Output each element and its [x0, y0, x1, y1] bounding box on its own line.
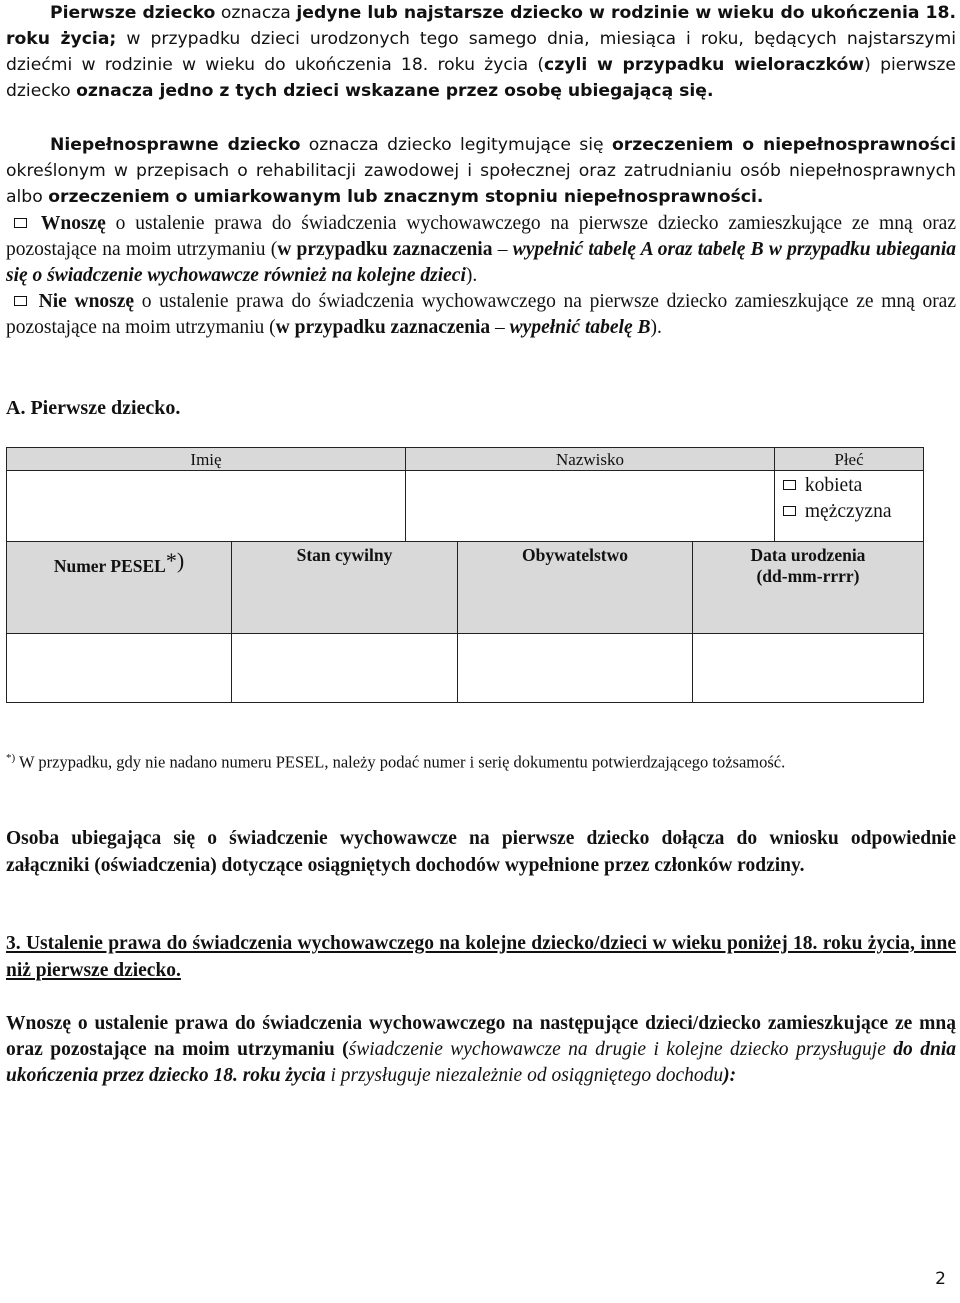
option-male [783, 501, 891, 523]
header-citizenship [457, 541, 693, 634]
section-3-heading [6, 931, 956, 984]
text-bold: w przypadku zaznaczenia [275, 317, 491, 338]
first-name-field[interactable] [6, 470, 406, 542]
option-apply [6, 211, 956, 289]
checkbox-female[interactable] [783, 480, 796, 490]
text: oznacza [215, 3, 297, 23]
term-first-child: Pierwsze dziecko [50, 3, 216, 23]
header-first-name [6, 447, 406, 471]
header-label: Imię [190, 450, 222, 469]
text: o ustalenie prawa do świadczenia wychowawczego na pierwsze dziecko zamieszkujące ze mną oraz pozostające na moim utrzymaniu ( [6, 213, 956, 260]
footnote-mark: *) [6, 752, 16, 764]
option-label: Wnoszę [40, 213, 106, 234]
header-label: Obywatelstwo [522, 545, 628, 565]
text: o ustalenie prawa do świadczenia wychowawczego na pierwsze dziecko zamieszkujące ze mną oraz pozostające na moim utrzymaniu ( [6, 291, 956, 338]
checkbox-not-apply[interactable] [14, 296, 27, 306]
text: oznacza dziecko legitymujące się [300, 135, 612, 155]
text: – [492, 239, 513, 260]
text-italic: świadczenie wychowawcze na drugie i kolejne dziecko przysługuje [348, 1039, 894, 1060]
checkbox-apply[interactable] [14, 218, 27, 228]
date-format-label: (dd-mm-rrrr) [756, 566, 860, 586]
section-a-title: A. Pierwsze dziecko. [6, 397, 181, 419]
option-not-apply [6, 289, 956, 341]
page-number: 2 [935, 1269, 946, 1289]
text-bold: w przypadku zaznaczenia [277, 239, 493, 260]
header-label: Nazwisko [556, 450, 624, 469]
term-disabled-child: Niepełnosprawne dziecko [50, 135, 301, 155]
option-label: mężczyzna [804, 501, 892, 522]
header-label: Data urodzenia [750, 545, 866, 565]
header-last-name [405, 447, 775, 471]
definition-disabled-child [6, 132, 956, 210]
text: ). [465, 265, 478, 286]
text-bold: orzeczeniem o umiarkowanym lub znacznym stopniu niepełnosprawności. [48, 187, 764, 207]
footnote [6, 752, 785, 773]
text-italic: i przysługuje niezależnie od osiągniętego dochodu [325, 1065, 724, 1086]
text-bold: orzeczeniem o niepełnosprawności [611, 135, 956, 155]
text-bold: czyli w przypadku wieloraczków [544, 55, 865, 75]
apply-next-children [6, 1011, 956, 1089]
header-civil-status [231, 541, 458, 634]
attachments-note: Osoba ubiegająca się o świadczenie wychowawcze na pierwsze dziecko dołącza do wniosku odpowiednie załączniki (oświadczenia) dotyczące osiągniętych dochodów wypełnione przez członków rodziny. [6, 828, 956, 876]
header-label: Płeć [834, 450, 864, 469]
text: w przypadku dzieci urodzonych tego samego dnia, miesiąca i roku, będących najstarszymi dziećmi w rodzinie w wieku do ukończenia 18. roku życia ( [6, 29, 956, 75]
header-label-wrap [7, 548, 231, 577]
birth-date-field[interactable] [692, 633, 924, 703]
text-bold-italic: wypełnić tabelę B [509, 317, 651, 338]
text-bold-italic: wypełnić tabelę A oraz tabelę B w przypadku ubiegania się o świadczenie wychowawcze również na kolejne dzieci [6, 239, 956, 286]
footnote-mark: *) [165, 548, 185, 573]
definition-first-child [6, 0, 956, 104]
first-child-table [6, 447, 924, 703]
text: ). [650, 317, 662, 338]
header-sex [774, 447, 924, 471]
last-name-field[interactable] [405, 470, 775, 542]
header-label: Stan cywilny [296, 545, 393, 565]
header-pesel [6, 541, 232, 634]
text-bold: oznacza jedno z tych dzieci wskazane przez osobę ubiegającą się. [76, 81, 714, 101]
text-bold-italic: ): [723, 1065, 737, 1086]
text: określonym w przepisach o rehabilitacji zawodowej i społecznej oraz zatrudnianiu osób niepełnosprawnych albo [6, 161, 956, 207]
header-label: Numer PESEL [53, 556, 166, 576]
text: ) pierwsze dziecko [6, 55, 957, 101]
civil-status-field[interactable] [231, 633, 458, 703]
checkbox-male[interactable] [783, 506, 796, 516]
footnote-text: W przypadku, gdy nie nadano numeru PESEL, należy podać numer i serię dokumentu potwierdzającego tożsamość. [15, 752, 786, 772]
header-birth-date [692, 541, 924, 634]
text-bold: jedyne lub najstarsze dziecko w rodzinie w wieku do ukończenia 18. roku życia; [6, 3, 956, 49]
text-bold: Wnoszę o ustalenie prawa do świadczenia wychowawczego na następujące dzieci/dziecko zamieszkujące ze mną oraz pozostające na moim utrzymaniu ( [6, 1013, 956, 1060]
citizenship-field[interactable] [457, 633, 693, 703]
option-female [783, 475, 862, 497]
option-label: Nie wnoszę [38, 291, 135, 312]
sex-field [774, 470, 924, 542]
option-label: kobieta [804, 475, 863, 496]
pesel-field[interactable] [6, 633, 232, 703]
text: – [490, 317, 510, 338]
text-bold-italic: do dnia ukończenia przez dziecko 18. roku życia [6, 1039, 956, 1086]
section-3-heading-text: 3. Ustalenie prawa do świadczenia wychowawczego na kolejne dziecko/dzieci w wieku poniżej 18. roku życia, inne niż pierwsze dziecko. [6, 933, 956, 981]
